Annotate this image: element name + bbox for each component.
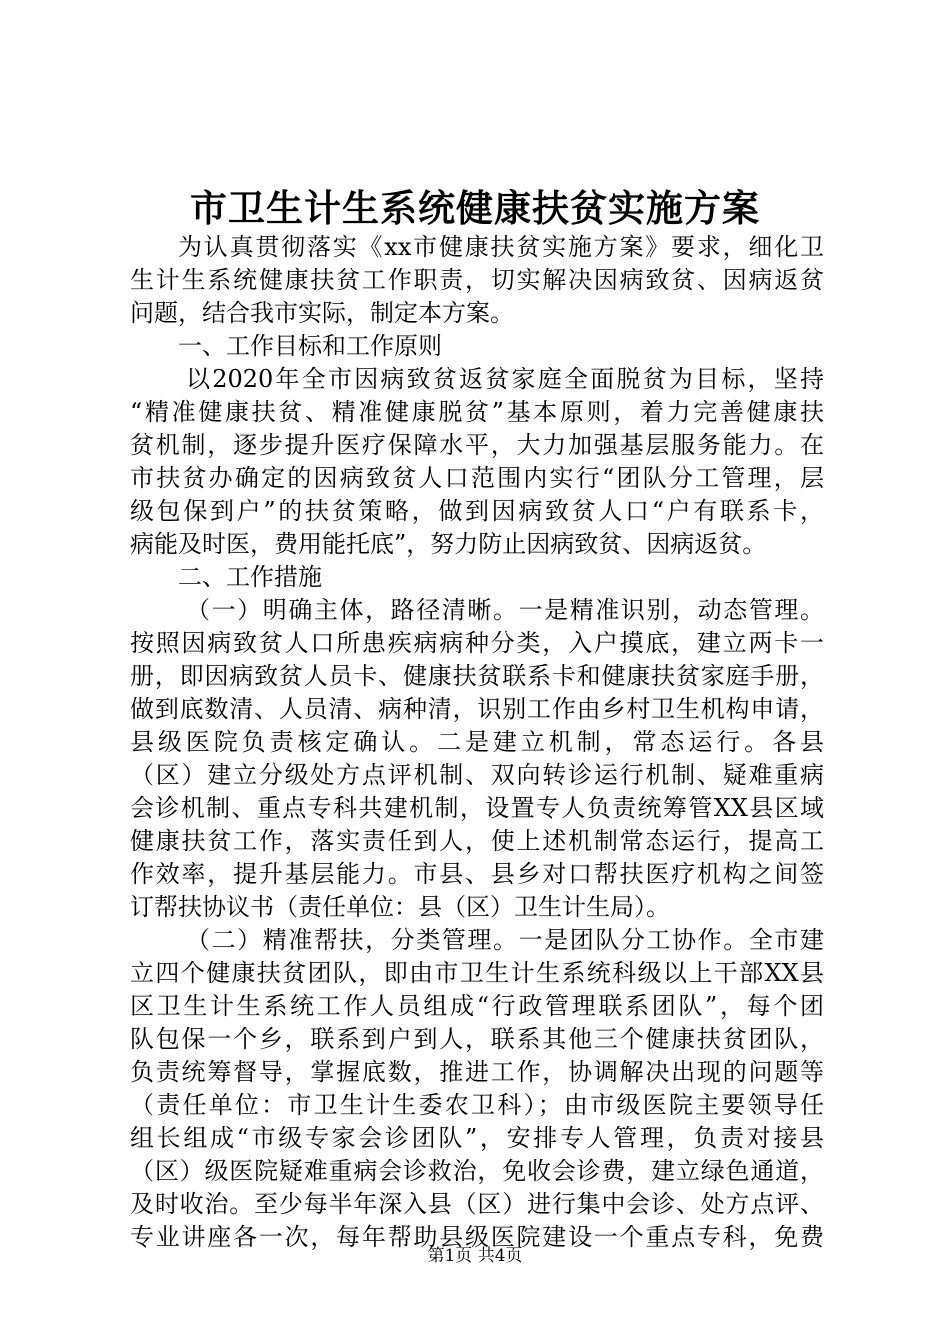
paragraph-line: 立四个健康扶贫团队，即由市卫生计生系统科级以上干部XX县 <box>130 959 824 987</box>
paragraph-line: 为认真贯彻落实《xx市健康扶贫实施方案》要求，细化卫 <box>178 233 824 261</box>
paragraph-line: （一）明确主体，路径清晰。一是精准识别，动态管理。 <box>186 596 824 624</box>
paragraph-line: 市扶贫办确定的因病致贫人口范围内实行“团队分工管理，层 <box>130 464 824 492</box>
paragraph-line: （区）级医院疑难重病会诊救治，免收会诊费，建立绿色通道， <box>130 1157 824 1185</box>
paragraph-line: （区）建立分级处方点评机制、双向转诊运行机制、疑难重病 <box>130 761 824 789</box>
paragraph-line: 负责统筹督导，掌握底数，推进工作，协调解决出现的问题等 <box>130 1058 824 1086</box>
section-heading: 二、工作措施 <box>178 563 322 591</box>
paragraph-line: 以2020年全市因病致贫返贫家庭全面脱贫为目标，坚持 <box>186 365 824 393</box>
paragraph-line: “精准健康扶贫、精准健康脱贫”基本原则，着力完善健康扶 <box>130 398 824 426</box>
paragraph-line: 会诊机制、重点专科共建机制，设置专人负责统筹管XX县区域 <box>130 794 824 822</box>
paragraph-line: 订帮扶协议书（责任单位：县（区）卫生计生局）。 <box>130 893 670 921</box>
paragraph-line: 及时收治。至少每半年深入县（区）进行集中会诊、处方点评、 <box>130 1190 824 1218</box>
paragraph-line: 县级医院负责核定确认。二是建立机制，常态运行。各县 <box>130 728 824 756</box>
paragraph-line: 贫机制，逐步提升医疗保障水平，大力加强基层服务能力。在 <box>130 431 824 459</box>
paragraph-line: 问题，结合我市实际，制定本方案。 <box>130 299 514 327</box>
document-title: 市卫生计生系统健康扶贫实施方案 <box>190 186 760 230</box>
paragraph-line: 级包保到户”的扶贫策略，做到因病致贫人口“户有联系卡， <box>130 497 824 525</box>
paragraph-line: 专业讲座各一次，每年帮助县级医院建设一个重点专科，免费 <box>130 1223 824 1251</box>
paragraph-line: 区卫生计生系统工作人员组成“行政管理联系团队”，每个团 <box>130 992 824 1020</box>
paragraph-line: 队包保一个乡，联系到户到人，联系其他三个健康扶贫团队， <box>130 1025 824 1053</box>
paragraph-line: 按照因病致贫人口所患疾病病种分类，入户摸底，建立两卡一 <box>130 629 824 657</box>
paragraph-line: （责任单位：市卫生计生委农卫科）；由市级医院主要领导任 <box>130 1091 824 1119</box>
paragraph-line: 做到底数清、人员清、病种清，识别工作由乡村卫生机构申请， <box>130 695 824 723</box>
section-heading: 一、工作目标和工作原则 <box>178 332 442 360</box>
paragraph-line: 作效率，提升基层能力。市县、县乡对口帮扶医疗机构之间签 <box>130 860 824 888</box>
paragraph-line: 病能及时医，费用能托底”，努力防止因病致贫、因病返贫。 <box>130 530 767 558</box>
paragraph-line: 生计生系统健康扶贫工作职责，切实解决因病致贫、因病返贫 <box>130 266 824 294</box>
paragraph-line: （二）精准帮扶，分类管理。一是团队分工协作。全市建 <box>186 926 824 954</box>
paragraph-line: 健康扶贫工作，落实责任到人，使上述机制常态运行，提高工 <box>130 827 824 855</box>
page-footer: 第1页 共4页 <box>427 1246 523 1266</box>
paragraph-line: 组长组成“市级专家会诊团队”，安排专人管理，负责对接县 <box>130 1124 824 1152</box>
paragraph-line: 册，即因病致贫人员卡、健康扶贫联系卡和健康扶贫家庭手册， <box>130 662 824 690</box>
